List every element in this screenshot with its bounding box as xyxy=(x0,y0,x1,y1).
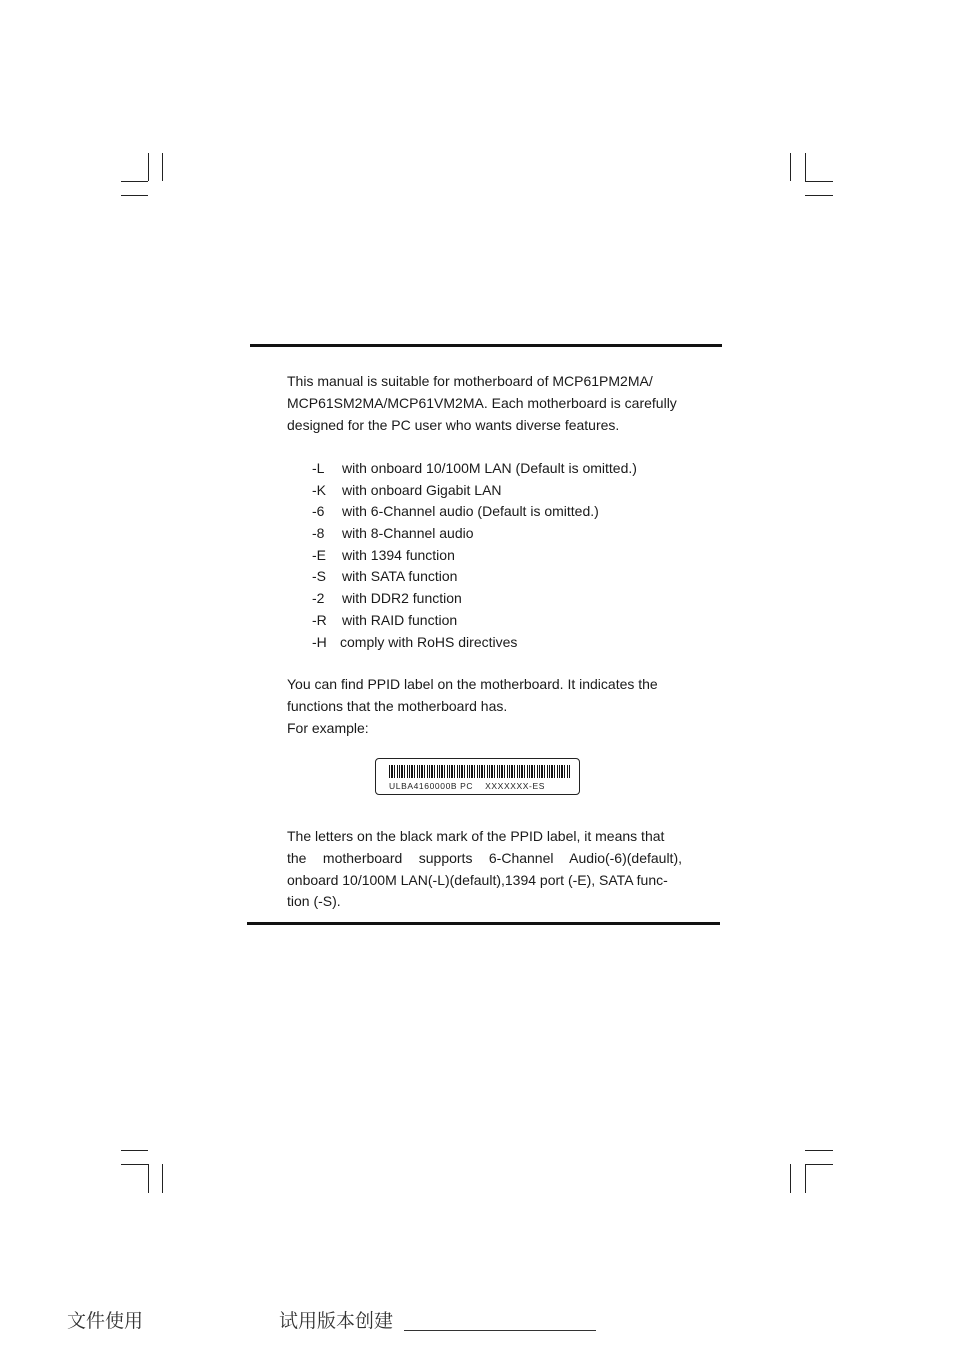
option-desc: with onboard 10/100M LAN (Default is omitted.) xyxy=(342,460,637,476)
option-item xyxy=(312,523,637,545)
crop-mark-bottom-right-v xyxy=(790,1164,791,1193)
crop-mark-bottom-left-h2 xyxy=(121,1150,148,1151)
crop-mark-top-right-v2 xyxy=(805,153,806,181)
option-code: -2 xyxy=(312,590,325,607)
option-item xyxy=(312,545,637,567)
option-item xyxy=(312,480,637,502)
ppid-label-example xyxy=(375,758,580,795)
crop-mark-bottom-left-h xyxy=(121,1164,148,1165)
ppid-line: functions that the motherboard has. xyxy=(287,697,508,714)
option-item xyxy=(312,566,637,588)
option-item xyxy=(312,588,637,610)
footer-left-text: 文件使用 xyxy=(67,1310,144,1332)
crop-mark-bottom-right-h xyxy=(805,1164,833,1165)
note-line: the motherboard supports 6-Channel Audio(-6)(default), xyxy=(287,849,682,866)
option-code: -S xyxy=(312,568,326,585)
option-item xyxy=(312,610,637,632)
top-rule xyxy=(250,344,722,347)
intro-line: This manual is suitable for motherboard of MCP61PM2MA/ xyxy=(287,373,653,389)
ppid-code-main: ULBA4160000B PC xyxy=(389,781,474,791)
note-line: onboard 10/100M LAN(-L)(default),1394 port (-E), SATA func- xyxy=(287,871,668,888)
option-desc: with 6-Channel audio (Default is omitted.) xyxy=(342,503,599,520)
intro-line: designed for the PC user who wants diverse features. xyxy=(287,416,620,433)
option-item xyxy=(312,458,637,480)
ppid-code-suffix: XXXXXXX-ES xyxy=(485,781,545,791)
crop-mark-top-left-h xyxy=(121,181,148,182)
option-code: -R xyxy=(312,611,327,628)
crop-mark-top-right-h2 xyxy=(805,195,833,196)
barcode-icon xyxy=(389,765,570,778)
note-line: tion (-S). xyxy=(287,893,341,910)
footer-underline xyxy=(404,1330,596,1331)
option-desc: with 1394 function xyxy=(342,546,455,563)
crop-mark-top-right-h xyxy=(805,181,833,182)
option-item xyxy=(312,501,637,523)
crop-mark-top-left-v2 xyxy=(162,153,163,181)
ppid-line: For example: xyxy=(287,719,369,736)
crop-mark-bottom-right-v2 xyxy=(805,1164,806,1193)
ppid-label-code xyxy=(389,781,545,791)
option-desc: with DDR2 function xyxy=(342,590,462,607)
option-code: -H xyxy=(312,633,327,650)
option-desc: with SATA function xyxy=(342,568,458,585)
bottom-rule xyxy=(247,922,720,925)
suffix-options-list xyxy=(312,458,637,653)
option-item xyxy=(312,632,637,654)
option-code: -6 xyxy=(312,503,325,520)
option-code: -8 xyxy=(312,525,325,542)
crop-mark-bottom-left-v xyxy=(148,1164,149,1193)
option-code: -E xyxy=(312,546,326,563)
crop-mark-top-left-h2 xyxy=(121,195,148,196)
crop-mark-bottom-left-v2 xyxy=(162,1164,163,1193)
note-paragraph xyxy=(287,826,682,913)
crop-mark-top-right-v xyxy=(790,153,791,181)
crop-mark-bottom-right-h2 xyxy=(805,1150,833,1151)
footer-right-text: 试用版本创建 xyxy=(279,1310,394,1332)
option-desc: comply with RoHS directives xyxy=(340,633,518,650)
option-desc: with onboard Gigabit LAN xyxy=(342,481,502,498)
ppid-line: You can find PPID label on the motherboard. It indicates the xyxy=(287,676,658,692)
option-desc: with 8-Channel audio xyxy=(342,525,474,542)
option-code: -L xyxy=(312,460,325,476)
intro-paragraph xyxy=(287,371,677,436)
note-line: The letters on the black mark of the PPID label, it means that xyxy=(287,828,665,844)
option-desc: with RAID function xyxy=(342,611,458,628)
intro-line: MCP61SM2MA/MCP61VM2MA. Each motherboard is carefully xyxy=(287,394,677,411)
option-code: -K xyxy=(312,481,326,498)
crop-mark-top-left-v xyxy=(148,153,149,181)
ppid-paragraph xyxy=(287,674,658,739)
